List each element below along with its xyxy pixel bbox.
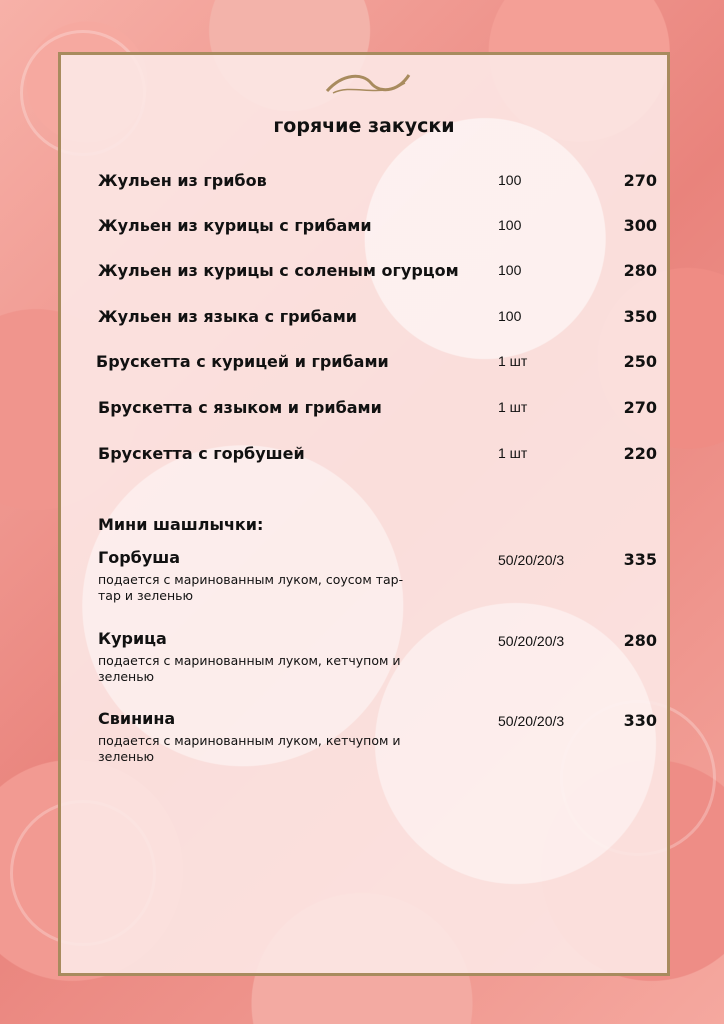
item-portion: 1 шт (498, 445, 528, 461)
item-price: 250 (623, 352, 657, 371)
item-price: 350 (623, 307, 657, 326)
menu-panel (58, 52, 670, 976)
item-price: 270 (623, 171, 657, 190)
item-description: подается с маринованным луком, кетчупом и зеленью (98, 653, 401, 684)
section-title: Мини шашлычки: (98, 515, 264, 534)
menu-item (61, 216, 667, 240)
item-price: 330 (623, 711, 657, 730)
item-price: 220 (623, 444, 657, 463)
item-name: Жульен из курицы с грибами (98, 216, 372, 235)
item-portion: 100 (498, 308, 522, 324)
item-portion: 1 шт (498, 353, 528, 369)
item-price: 300 (623, 216, 657, 235)
item-name: Жульен из языка с грибами (98, 307, 358, 326)
item-price: 280 (623, 261, 657, 280)
item-portion: 100 (498, 262, 522, 278)
item-name: Брускетта с курицей и грибами (96, 352, 389, 371)
item-price: 280 (623, 631, 657, 650)
item-name: Брускетта с языком и грибами (98, 398, 382, 417)
item-name: Горбуша (98, 548, 181, 567)
item-portion: 100 (498, 217, 522, 233)
menu-item (61, 444, 667, 468)
menu-title: горячие закуски (273, 115, 455, 137)
item-portion: 50/20/20/3 (498, 552, 565, 568)
menu-item (61, 171, 667, 195)
item-portion: 100 (498, 172, 522, 188)
item-portion: 50/20/20/3 (498, 713, 565, 729)
menu-item (61, 307, 667, 331)
swash-ornament-icon (323, 69, 413, 99)
item-price: 335 (623, 550, 657, 569)
menu-item (61, 261, 667, 285)
item-portion: 50/20/20/3 (498, 633, 565, 649)
item-name: Брускетта с горбушей (98, 444, 305, 463)
item-portion: 1 шт (498, 399, 528, 415)
item-name: Свинина (98, 709, 176, 728)
item-name: Жульен из курицы с соленым огурцом (98, 261, 459, 280)
item-name: Жульен из грибов (98, 171, 267, 190)
item-name: Курица (98, 629, 167, 648)
item-description: подается с маринованным луком, соусом тар-тар и зеленью (98, 572, 404, 603)
item-price: 270 (623, 398, 657, 417)
menu-item (61, 352, 667, 376)
item-description: подается с маринованным луком, кетчупом и зеленью (98, 733, 401, 764)
menu-item (61, 398, 667, 422)
